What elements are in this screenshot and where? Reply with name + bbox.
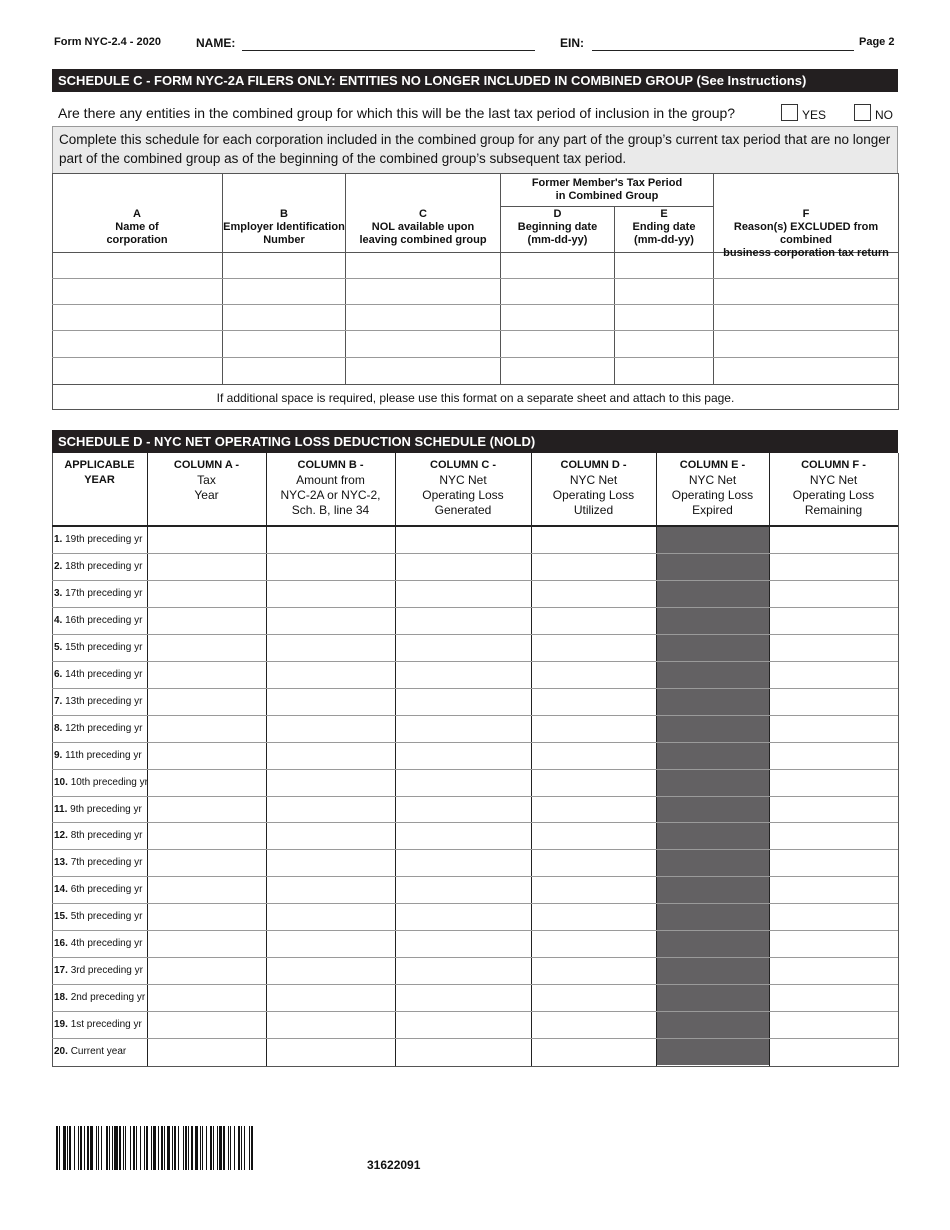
column-line: Ending date [632, 221, 696, 233]
schedule-d-column-header [52, 458, 147, 488]
column-line: (mm-dd-yy) [634, 234, 694, 246]
schedule-d-column-header [531, 458, 656, 518]
column-line: YEAR [84, 474, 115, 486]
barcode-bar [144, 1126, 145, 1170]
barcode-bar [191, 1126, 193, 1170]
schedule-c-title-text: SCHEDULE C - FORM NYC-2A FILERS ONLY: ENTITIES NO LONGER INCLUDED IN COMBINED GROUP (See Instructions) [58, 73, 807, 88]
row-number: 13. [54, 857, 68, 869]
barcode-bar [98, 1126, 99, 1170]
barcode-bar [153, 1126, 156, 1170]
barcode-bar [223, 1126, 225, 1170]
yes-checkbox[interactable] [781, 104, 798, 121]
barcode-bar [213, 1126, 214, 1170]
column-name: COLUMN C - [430, 459, 496, 471]
column-line: Beginning date [517, 221, 598, 233]
row-number: 10. [54, 776, 68, 788]
former-member-group-header [500, 177, 714, 203]
no-label: NO [875, 108, 893, 122]
row-label: 14th preceding yr [65, 668, 143, 680]
barcode-bar [234, 1126, 235, 1170]
schedule-d-title-text: SCHEDULE D - NYC NET OPERATING LOSS DEDUCTION SCHEDULE (NOLD) [58, 434, 536, 449]
table-row [54, 777, 148, 788]
column-d-header [500, 208, 615, 247]
barcode-bar [146, 1126, 148, 1170]
row-number: 8. [54, 722, 63, 734]
column-letter: C [419, 208, 427, 220]
schedule-d-column-header [266, 458, 395, 518]
row-label: 1st preceding yr [70, 1019, 142, 1031]
table-row [54, 1019, 142, 1030]
column-letter: F [802, 208, 810, 220]
schedule-d-column-header [656, 458, 769, 518]
form-id: Form NYC-2.4 - 2020 [54, 36, 161, 48]
barcode-bar [174, 1126, 176, 1170]
group-header-line-1: Former Member's Tax Period [531, 177, 683, 189]
column-line: Year [194, 488, 219, 502]
barcode-bar [59, 1126, 60, 1170]
row-label: 18th preceding yr [65, 560, 143, 572]
table-row [54, 723, 142, 734]
barcode-bar [185, 1126, 187, 1170]
row-divider [52, 796, 898, 797]
table-row [54, 561, 142, 572]
column-letter: A [133, 208, 141, 220]
row-label: 2nd preceding yr [70, 992, 146, 1004]
row-divider [52, 930, 898, 931]
barcode-bar [206, 1126, 207, 1170]
barcode-bar [202, 1126, 203, 1170]
table-row [54, 588, 142, 599]
barcode-bar [172, 1126, 173, 1170]
row-label: 6th preceding yr [70, 884, 143, 896]
barcode-bar [78, 1126, 79, 1170]
barcode-bar [249, 1126, 250, 1170]
row-number: 3. [54, 587, 63, 599]
row-label: 8th preceding yr [70, 830, 143, 842]
barcode-bar [67, 1126, 68, 1170]
schedule-c-instructions [52, 126, 898, 173]
row-label: 5th preceding yr [70, 911, 143, 923]
barcode-bar [136, 1126, 137, 1170]
row-divider [52, 661, 898, 662]
row-number: 16. [54, 938, 68, 950]
column-line: NYC Net [809, 473, 858, 487]
row-label: 13th preceding yr [65, 695, 143, 707]
yes-label: YES [802, 108, 827, 122]
column-line: NYC Net [439, 473, 487, 487]
column-line: Remaining [804, 503, 863, 517]
table-row [54, 992, 145, 1003]
barcode-bar [130, 1126, 131, 1170]
barcode-bar [133, 1126, 135, 1170]
barcode-bar [112, 1126, 113, 1170]
table-row [54, 669, 142, 680]
form-number: 31622091 [367, 1158, 421, 1172]
column-line: Operating Loss [792, 488, 875, 502]
no-checkbox[interactable] [854, 104, 871, 121]
row-label: 12th preceding yr [65, 722, 143, 734]
row-number: 5. [54, 641, 63, 653]
group-header-line-2: in Combined Group [555, 190, 659, 202]
barcode-bar [219, 1126, 222, 1170]
table-row [54, 804, 142, 815]
row-number: 7. [54, 695, 63, 707]
column-letter: E [660, 208, 668, 220]
name-label: NAME: [196, 36, 236, 50]
barcode-bar [183, 1126, 184, 1170]
page-number: Page 2 [859, 36, 895, 48]
row-label: 16th preceding yr [65, 614, 143, 626]
barcode-bar [87, 1126, 89, 1170]
row-divider [52, 742, 898, 743]
barcode-bar [167, 1126, 170, 1170]
row-label: 4th preceding yr [70, 938, 143, 950]
schedule-c-instructions-text: Complete this schedule for each corporation included in the combined group for any part of the group’s current tax period that are no longer part of the combined group as of the beginning of the combined group’s subsequent tax period. [59, 132, 891, 166]
row-number: 2. [54, 560, 63, 572]
column-line: NOL available upon [371, 221, 475, 233]
barcode-bar [69, 1126, 71, 1170]
table-row [54, 534, 142, 545]
ein-field[interactable] [592, 37, 854, 51]
row-divider [52, 903, 898, 904]
column-name: COLUMN A - [173, 459, 240, 471]
row-label: 9th preceding yr [70, 803, 142, 815]
barcode-bar [119, 1126, 121, 1170]
row-label: 7th preceding yr [70, 857, 143, 869]
table-row [54, 642, 142, 653]
row-label: 15th preceding yr [65, 641, 143, 653]
barcode-bar [178, 1126, 179, 1170]
barcode-bar [251, 1126, 253, 1170]
row-divider [52, 1038, 898, 1039]
column-line: Name of [115, 221, 159, 233]
column-name: COLUMN D - [560, 459, 627, 471]
barcode-bar [241, 1126, 242, 1170]
column-line: NYC Net [688, 473, 737, 487]
row-label: 3rd preceding yr [70, 965, 143, 977]
barcode-bar [90, 1126, 93, 1170]
column-line: Reason(s) EXCLUDED from combined [733, 221, 879, 246]
barcode-bar [195, 1126, 198, 1170]
barcode-bar [230, 1126, 231, 1170]
barcode-bar [56, 1126, 58, 1170]
column-line: Operating Loss [552, 488, 635, 502]
row-divider [52, 1011, 898, 1012]
row-number: 15. [54, 911, 68, 923]
row-label: 11th preceding yr [65, 749, 142, 761]
row-number: 1. [54, 534, 63, 545]
column-line: Operating Loss [422, 488, 504, 502]
row-number: 18. [54, 992, 68, 1004]
barcode-bar [158, 1126, 159, 1170]
column-line: leaving combined group [359, 234, 487, 246]
row-divider [52, 715, 898, 716]
column-line: Number [263, 234, 305, 246]
schedule-c-question: Are there any entities in the combined group for which this will be the last tax period of inclusion in the group? [58, 105, 736, 121]
table-row [54, 911, 142, 922]
row-divider [52, 634, 898, 635]
barcode-bar [80, 1126, 82, 1170]
row-number: 20. [54, 1046, 68, 1058]
barcode-bar [140, 1126, 141, 1170]
row-divider [52, 957, 898, 958]
row-number: 4. [54, 614, 63, 626]
row-number: 19. [54, 1019, 68, 1031]
row-divider [52, 688, 898, 689]
column-e-header [614, 208, 714, 247]
column-b-header [222, 208, 346, 247]
column-name: COLUMN E - [679, 459, 746, 471]
barcode-bar [114, 1126, 117, 1170]
barcode-bar [151, 1126, 152, 1170]
table-row [54, 938, 142, 949]
column-line: Generated [434, 503, 492, 517]
row-number: 9. [54, 749, 63, 761]
name-field[interactable] [242, 37, 535, 51]
table-row [54, 884, 142, 895]
row-label: 17th preceding yr [65, 587, 143, 599]
table-row [54, 857, 142, 868]
barcode-bar [188, 1126, 189, 1170]
row-divider [52, 849, 898, 850]
barcode-bar [200, 1126, 201, 1170]
barcode-bar [96, 1126, 97, 1170]
schedule-d-column-header [147, 458, 266, 503]
row-divider [52, 607, 898, 608]
table-row [54, 750, 142, 761]
schedule-d-title [52, 430, 898, 453]
column-line: Utilized [573, 503, 614, 517]
column-line: Sch. B, line 34 [291, 503, 370, 517]
column-line: business corporation tax return [723, 247, 889, 259]
column-name: COLUMN B - [297, 459, 364, 471]
column-line: Expired [692, 503, 733, 517]
barcode-bar [74, 1126, 75, 1170]
barcode-bar [217, 1126, 218, 1170]
barcode-bar [101, 1126, 102, 1170]
column-f-header [713, 208, 899, 260]
column-letter: B [280, 208, 288, 220]
column-line: Tax [197, 473, 216, 487]
table-row [54, 965, 143, 976]
schedule-c-title [52, 69, 898, 92]
ein-label: EIN: [560, 36, 584, 50]
barcode [56, 1126, 252, 1170]
row-number: 6. [54, 668, 63, 680]
column-line: Employer Identification [223, 221, 345, 233]
barcode-bar [228, 1126, 229, 1170]
column-line: (mm-dd-yy) [527, 234, 588, 246]
barcode-bar [125, 1126, 126, 1170]
row-label: 10th preceding yr [70, 776, 148, 788]
column-line: NYC Net [569, 473, 618, 487]
barcode-bar [210, 1126, 212, 1170]
row-label: Current year [70, 1046, 127, 1058]
column-a-header [52, 208, 222, 247]
barcode-bar [84, 1126, 85, 1170]
barcode-bar [63, 1126, 66, 1170]
schedule-d-table [52, 453, 899, 1067]
table-row [54, 830, 142, 841]
schedule-d-column-header [769, 458, 898, 518]
column-line: corporation [106, 234, 168, 246]
barcode-bar [106, 1126, 108, 1170]
table-row [54, 696, 142, 707]
row-divider [52, 822, 898, 823]
row-divider [52, 769, 898, 770]
row-divider [52, 876, 898, 877]
column-c-header [345, 208, 501, 247]
barcode-bar [244, 1126, 245, 1170]
row-divider [52, 580, 898, 581]
row-number: 12. [54, 830, 68, 842]
table-row [54, 1046, 126, 1057]
column-line: Operating Loss [671, 488, 754, 502]
row-number: 11. [54, 803, 68, 815]
barcode-bar [123, 1126, 124, 1170]
row-label: 19th preceding yr [65, 534, 143, 545]
column-letter: D [553, 208, 562, 220]
barcode-bar [164, 1126, 165, 1170]
row-divider [52, 553, 898, 554]
column-name: APPLICABLE [64, 459, 135, 471]
barcode-bar [109, 1126, 110, 1170]
schedule-d-column-header [395, 458, 531, 518]
barcode-bar [238, 1126, 240, 1170]
column-name: COLUMN F - [801, 459, 866, 471]
column-line: Amount from [296, 473, 365, 487]
row-number: 17. [54, 965, 68, 977]
barcode-bar [161, 1126, 163, 1170]
table-row [54, 615, 142, 626]
row-divider [52, 984, 898, 985]
row-number: 14. [54, 884, 68, 896]
schedule-c-footnote: If additional space is required, please use this format on a separate sheet and attach to this page. [216, 391, 735, 405]
column-line: NYC-2A or NYC-2, [280, 488, 381, 502]
